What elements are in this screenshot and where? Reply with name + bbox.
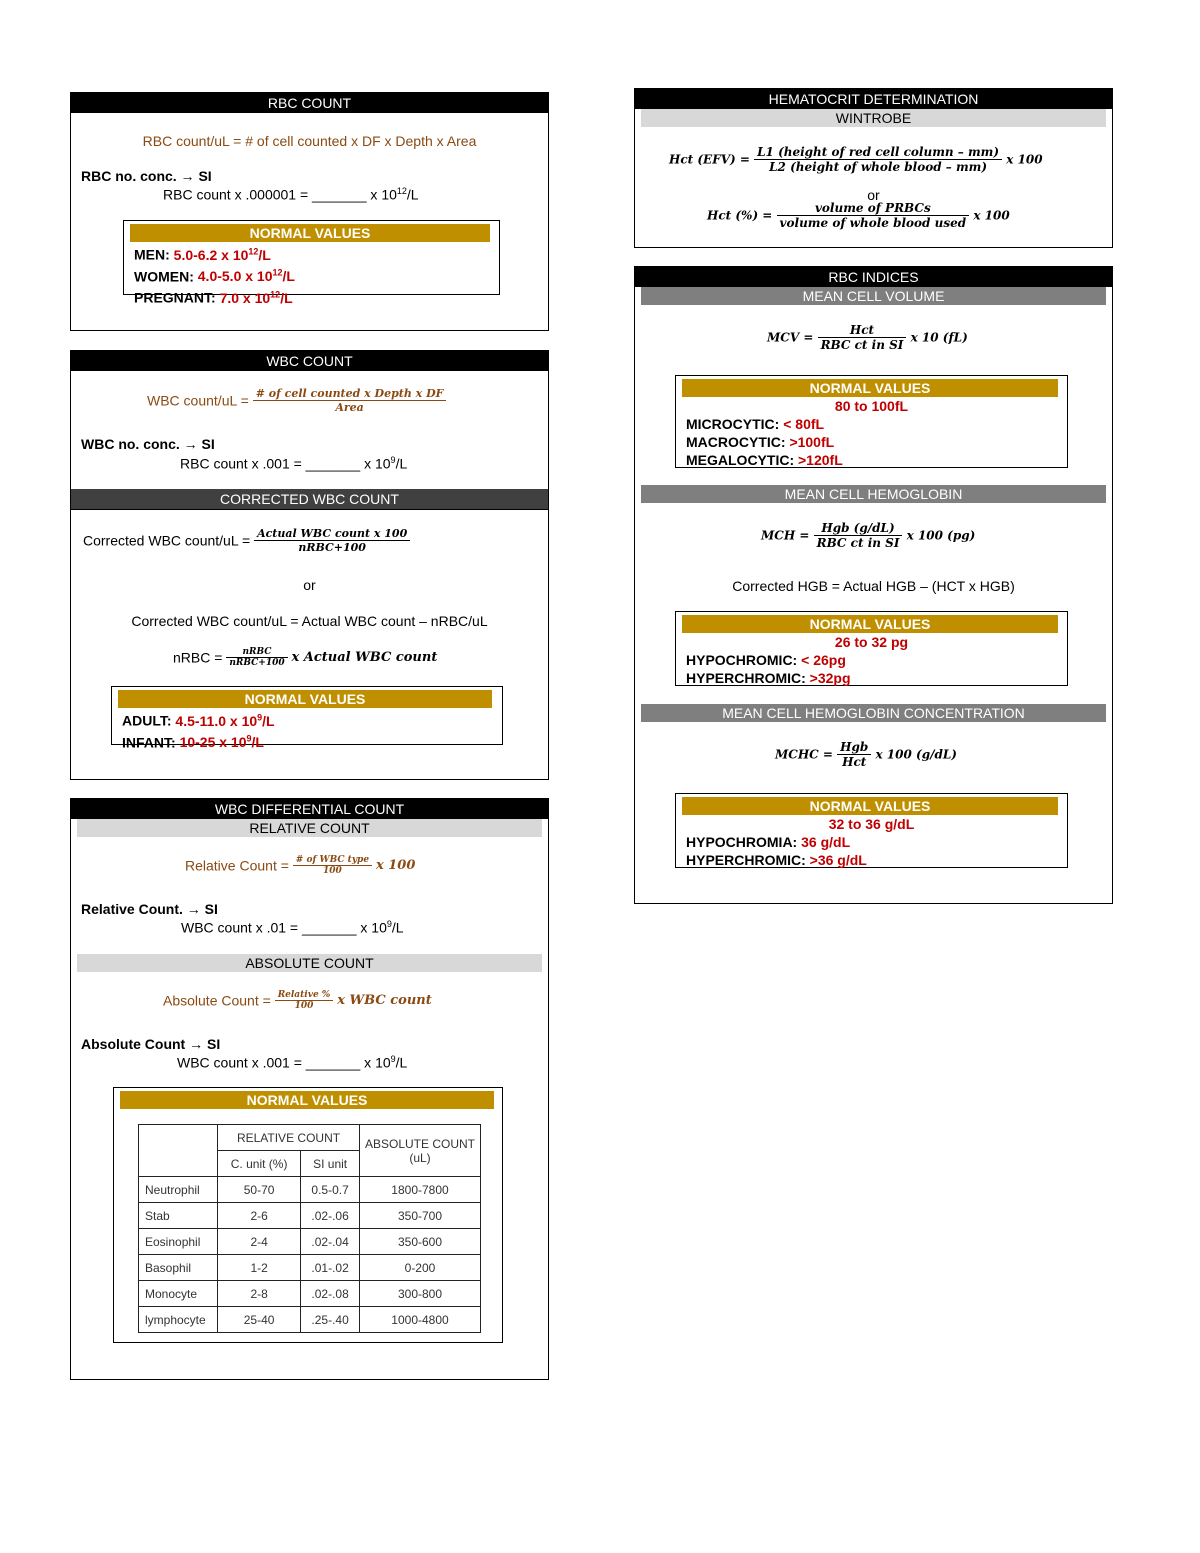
mcv-normal-header: NORMAL VALUES xyxy=(682,379,1058,397)
absolute-si-line: WBC count x .001 = _______ x $10^9/L$ xyxy=(177,1054,408,1071)
table-header-absolute: ABSOLUTE COUNT (uL) xyxy=(360,1125,481,1177)
mcv-normal-values xyxy=(675,375,1068,468)
mcv-normal-range: 80 to 100fL xyxy=(834,398,909,414)
corrected-wbc-formula-2: Corrected WBC count/uL = Actual WBC count – nRBC/uL xyxy=(131,613,488,629)
rbc-normal-pregnant: PREGNANT: 7.0 x $10^{12}/L$ xyxy=(134,289,293,306)
corrected-wbc-formula-1: Corrected WBC count/uL = $\frac{\text{Actual WBC count x 100}}{\text{nRBC+100}}$ xyxy=(83,527,410,554)
rbc-si-line: RBC count x .000001 = _______ x $10^{12}/L$ xyxy=(163,186,419,203)
corrected-wbc-or: or xyxy=(303,577,316,593)
mch-normal-range: 26 to 32 pg xyxy=(834,634,909,650)
wbc-count-title: WBC COUNT xyxy=(71,351,548,371)
relative-count-title: RELATIVE COUNT xyxy=(77,819,542,837)
rbc-si-label: RBC no. conc. → SI xyxy=(81,168,212,184)
absolute-si-label: Absolute Count → SI xyxy=(81,1036,221,1052)
table-row: Stab 2-6 .02-.06 350-700 xyxy=(139,1203,481,1229)
wbc-si-line: RBC count x .001 = _______ x $10^9/L$ xyxy=(180,455,408,472)
mch-normal-values xyxy=(675,611,1068,686)
mch-normal-header: NORMAL VALUES xyxy=(682,615,1058,633)
rbc-count-formula: RBC count/uL = # of cell counted x DF x Depth x Area xyxy=(142,133,477,149)
hct-percent-formula: Hct (%) = $\frac{\text{volume of PRBCs}}{\text{volume of whole blood used}}$ x 100 xyxy=(707,201,1010,230)
mchc-normal-values xyxy=(675,793,1068,868)
rbc-normal-men: MEN: 5.0-6.2 x $10^{12}/L$ xyxy=(134,246,271,263)
corrected-wbc-title: CORRECTED WBC COUNT xyxy=(71,489,548,509)
wbc-normal-adult: ADULT: 4.5-11.0 x $10^9/L$ xyxy=(122,712,275,729)
rbc-indices-panel xyxy=(634,266,1113,904)
table-row: Neutrophil 50-70 0.5-0.7 1800-7800 xyxy=(139,1177,481,1203)
wbc-count-panel xyxy=(70,350,549,780)
mchc-title: MEAN CELL HEMOGLOBIN CONCENTRATION xyxy=(641,704,1106,722)
hematocrit-title: HEMATOCRIT DETERMINATION xyxy=(635,89,1112,109)
absolute-count-title: ABSOLUTE COUNT xyxy=(77,954,542,972)
rbc-indices-title: RBC INDICES xyxy=(635,267,1112,287)
mchc-hyperchromic: HYPERCHROMIC: >36 g/dL xyxy=(686,852,867,868)
corrected-hgb-formula: Corrected HGB = Actual HGB – (HCT x HGB) xyxy=(732,578,1015,594)
differential-normal-header: NORMAL VALUES xyxy=(120,1091,494,1109)
wbc-normal-values xyxy=(111,686,503,751)
mcv-macrocytic: MACROCYTIC: >100fL xyxy=(686,434,835,450)
rbc-count-title: RBC COUNT xyxy=(71,93,548,113)
mchc-normal-range: 32 to 36 g/dL xyxy=(828,816,915,832)
rbc-normal-women: WOMEN: 4.0-5.0 x $10^{12}/L$ xyxy=(134,267,295,285)
wbc-normal-infant: INFANT: 10-25 x $10^9/L$ xyxy=(122,733,264,751)
table-row: lymphocyte 25-40 .25-.40 1000-4800 xyxy=(139,1307,481,1333)
relative-si-line: WBC count x .01 = _______ x $10^9/L$ xyxy=(181,919,404,936)
wbc-count-formula: WBC count/uL = $\frac{\text{\# of cell counted x Depth x DF}}{\text{Area}}$ xyxy=(147,387,446,414)
mcv-formula: MCV = $\frac{\text{Hct}}{\text{RBC ct in SI}}$ x 10 (fL) xyxy=(767,323,968,352)
mcv-title: MEAN CELL VOLUME xyxy=(641,287,1106,305)
absolute-count-formula: Absolute Count = $\frac{\text{Relative \%}}{100}$ x WBC count xyxy=(163,990,432,1011)
differential-reference-table xyxy=(138,1124,481,1333)
wintrobe-title: WINTROBE xyxy=(641,109,1106,127)
wbc-normal-header: NORMAL VALUES xyxy=(118,690,492,708)
rbc-count-panel xyxy=(70,92,549,331)
hct-efv-formula: Hct (EFV) = $\frac{\text{L1 (height of red cell column – mm)}}{\text{L2 (height of whole blood – mm)}}$ x 100 xyxy=(669,145,1043,174)
wbc-differential-panel xyxy=(70,798,549,1380)
table-header-cunit: C. unit (%) xyxy=(218,1151,301,1177)
mch-hypochromic: HYPOCHROMIC: < 26pg xyxy=(686,652,846,668)
table-header-siunit: SI unit xyxy=(301,1151,360,1177)
mch-formula: MCH = $\frac{\text{Hgb (g/dL)}}{\text{RBC ct in SI}}$ x 100 (pg) xyxy=(761,521,976,550)
mch-title: MEAN CELL HEMOGLOBIN xyxy=(641,485,1106,503)
rbc-normal-header: NORMAL VALUES xyxy=(130,224,490,242)
table-header-relative: RELATIVE COUNT xyxy=(218,1125,360,1151)
relative-si-label: Relative Count. → SI xyxy=(81,901,218,917)
mcv-megalocytic: MEGALOCYTIC: >120fL xyxy=(686,452,843,468)
hematocrit-panel xyxy=(634,88,1113,248)
table-row: Basophil 1-2 .01-.02 0-200 xyxy=(139,1255,481,1281)
mchc-hypochromia: HYPOCHROMIA: 36 g/dL xyxy=(686,834,851,850)
table-row: Eosinophil 2-4 .02-.04 350-600 xyxy=(139,1229,481,1255)
hematocrit-or: or xyxy=(867,187,880,203)
relative-count-formula: Relative Count = $\frac{\text{\# of WBC type}}{100}$ x 100 xyxy=(185,855,416,876)
mchc-normal-header: NORMAL VALUES xyxy=(682,797,1058,815)
rbc-normal-values xyxy=(123,220,500,306)
mchc-formula: MCHC = $\frac{\text{Hgb}}{\text{Hct}}$ x 100 (g/dL) xyxy=(775,740,957,769)
mcv-microcytic: MICROCYTIC: < 80fL xyxy=(686,416,825,432)
mch-hyperchromic: HYPERCHROMIC: >32pg xyxy=(686,670,851,686)
wbc-si-label: WBC no. conc. → SI xyxy=(81,436,215,452)
wbc-diff-title: WBC DIFFERENTIAL COUNT xyxy=(71,799,548,819)
nrbc-formula: nRBC = $\frac{\text{nRBC}}{\text{nRBC+100}}$ x Actual WBC count xyxy=(173,647,438,668)
differential-normal-values xyxy=(113,1087,503,1343)
table-row: Monocyte 2-8 .02-.08 300-800 xyxy=(139,1281,481,1307)
